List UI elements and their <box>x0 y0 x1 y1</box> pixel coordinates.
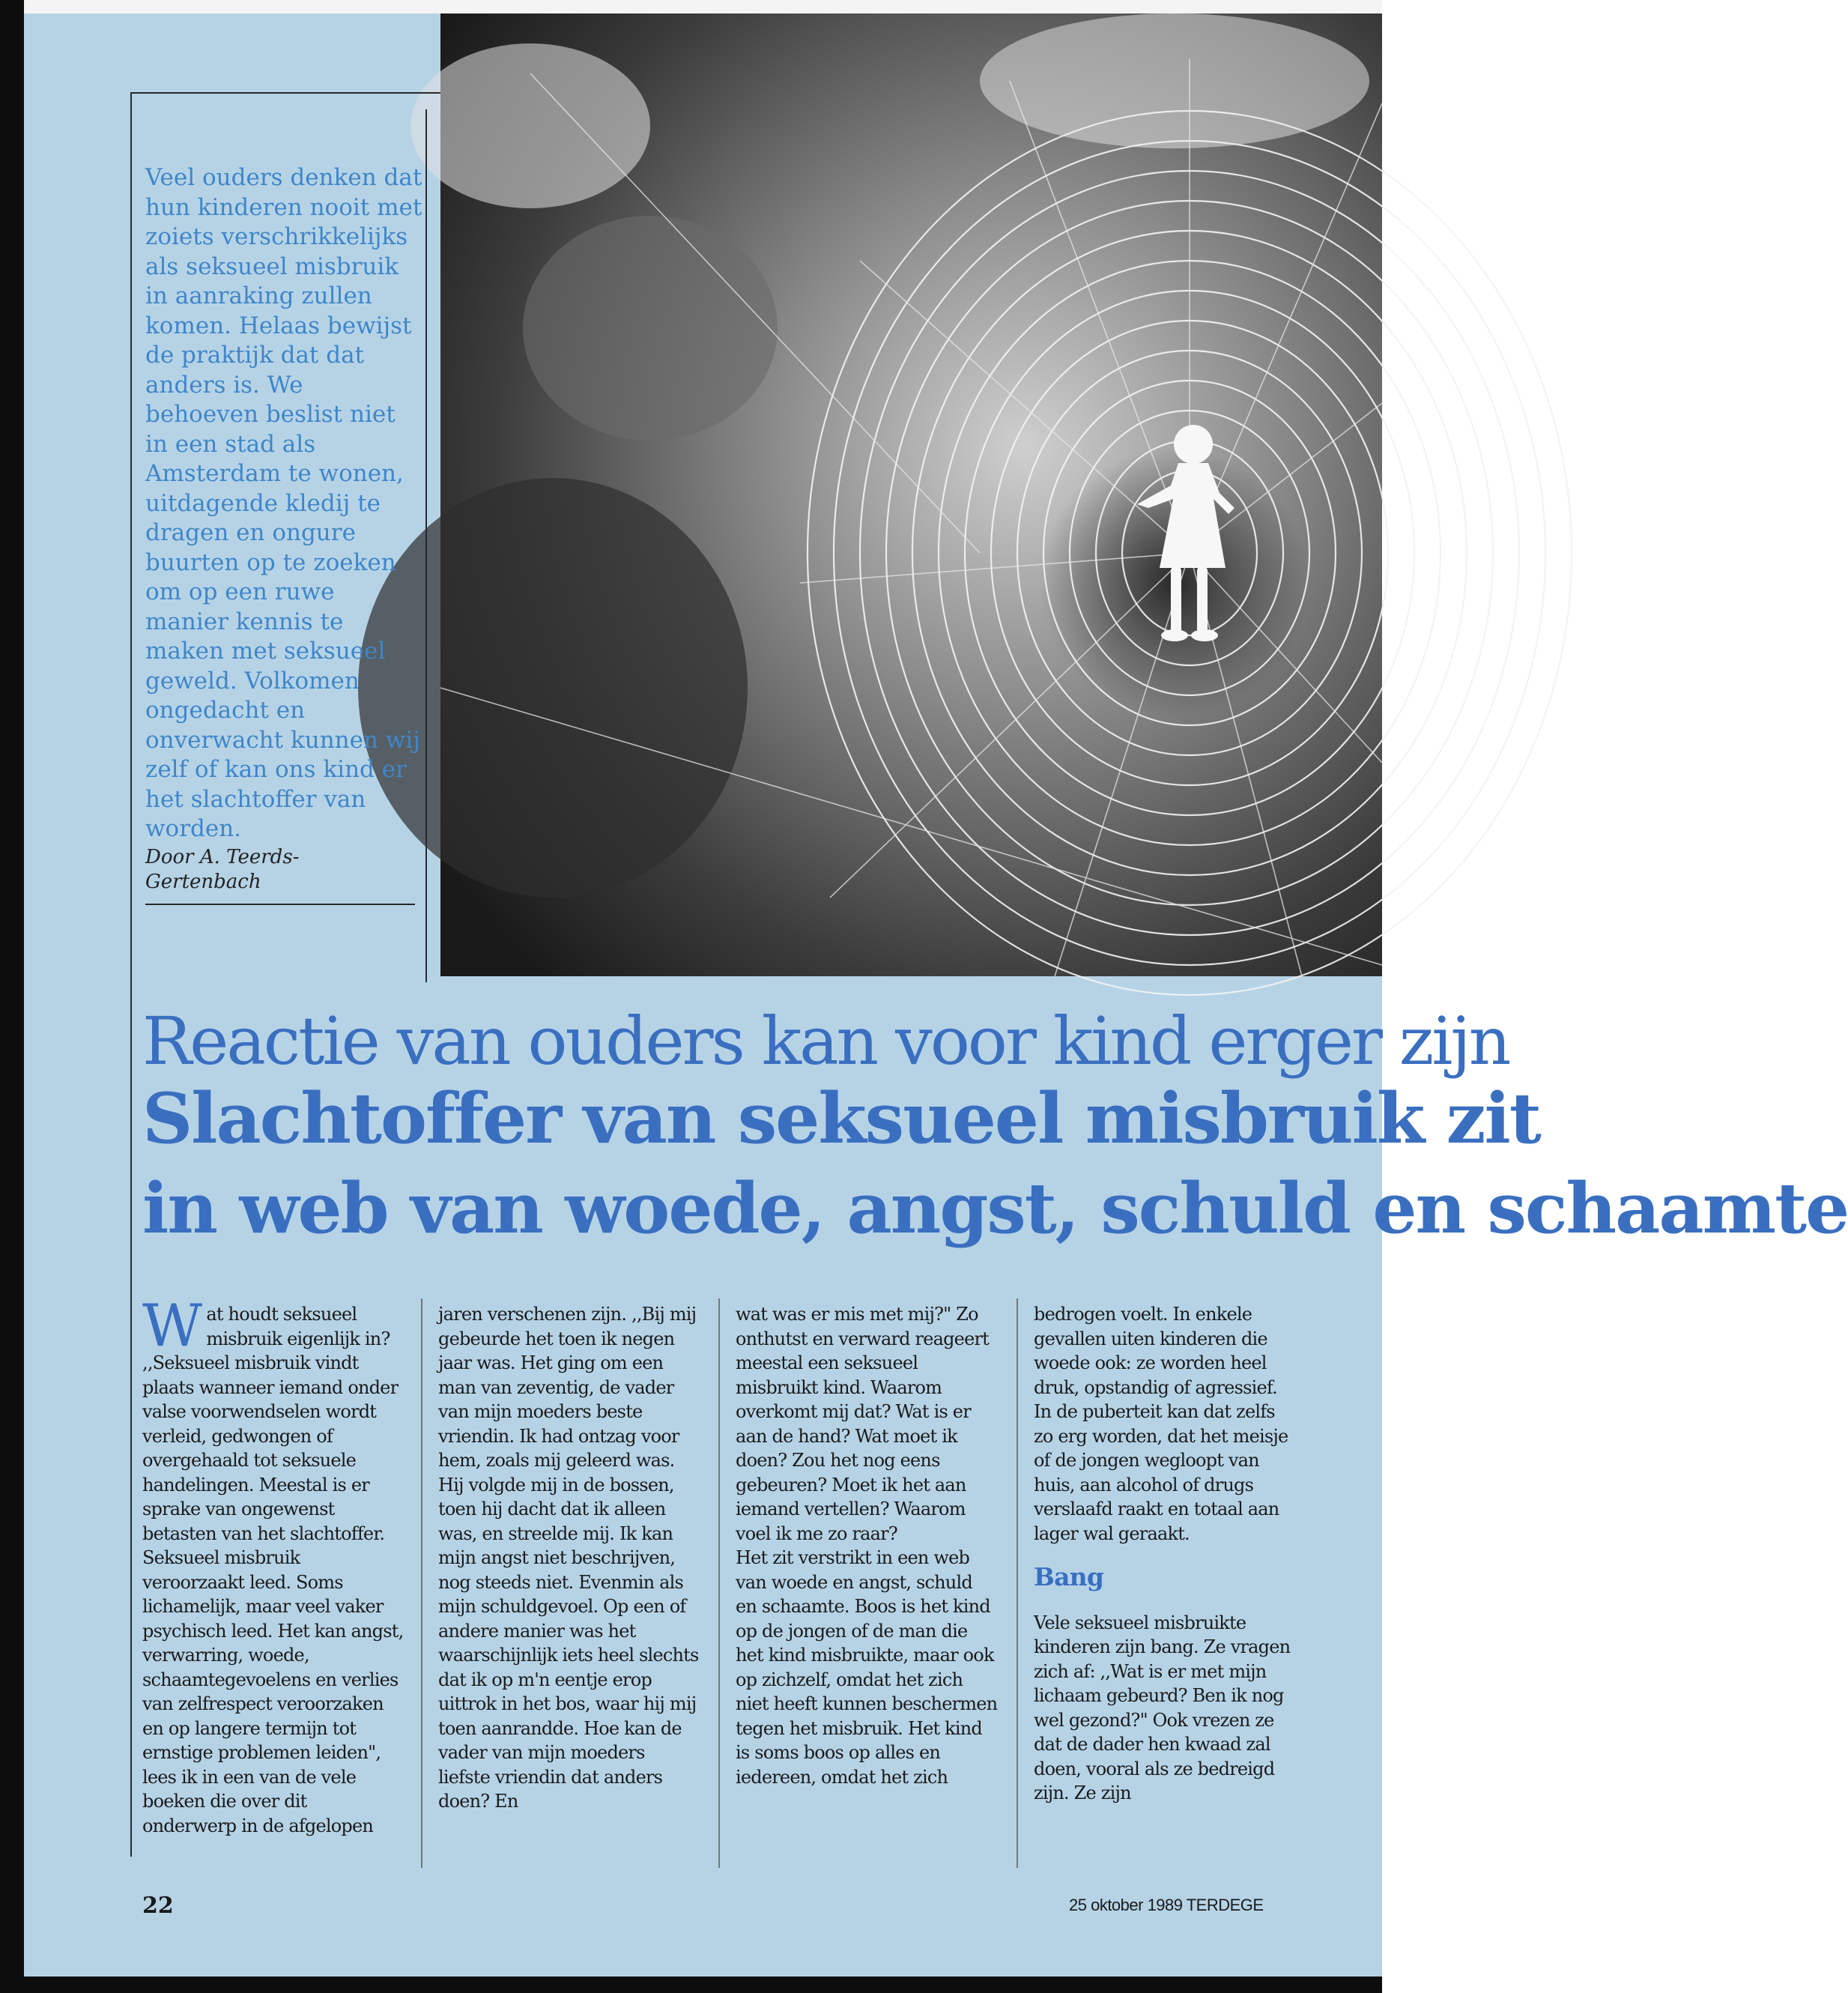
body-column-4 <box>1034 1302 1296 1806</box>
intro-right-rule <box>425 109 427 982</box>
body-column-2 <box>438 1302 700 1814</box>
column-2-text: jaren verschenen zijn. ,,Bij mij gebeurde het toen ik negen jaar was. Het ging om een man van zeventig, de vader van mijn moeders beste vriendin. Ik had ontzag voor hem, zoals mij geleerd was. Hij volgde mij in de bossen, toen hij dacht dat ik alleen was, en streelde mij. Ik kan mijn angst niet beschrijven, nog steeds niet. Evenmin als mijn schuldgevoel. Op een of andere manier was het waarschijnlijk iets heel slechts dat ik op m'n eentje erop uittrok in het bos, waar hij mij toen aanrandde. Hoe kan de vader van mijn moeders liefste vriendin dat anders doen? En <box>438 1304 699 1812</box>
column-rule-3 <box>1017 1298 1018 1868</box>
byline-rule <box>145 904 415 905</box>
column-1-text: at houdt seksueel misbruik eigenlijk in? ,,Seksueel misbruik vindt plaats wanneer iemand onder valse voorwendselen wordt verleid, gedwongen of overgehaald tot seksuele handelingen. Meestal is er sprake van ongewenst betasten van het slachtoffer. Seksueel misbruik veroorzaakt leed. Soms lichamelijk, maar veel vaker psychisch leed. Het kan angst, verwarring, woede, schaamtegevoelens en verlies van zelfrespect veroorzaken en op langere termijn tot ernstige problemen leiden", lees ik in een van de vele boeken die over dit onderwerp in de afgelopen <box>142 1304 404 1836</box>
page-number: 22 <box>142 1893 174 1919</box>
body-column-3 <box>736 1302 998 1789</box>
issue-date: 25 oktober 1989 TERDEGE <box>1069 1896 1264 1914</box>
column-3-text-a: wat was er mis met mij?" Zo onthutst en verward reageert meestal een seksueel misbruikt kind. Waarom overkomt mij dat? Wat is er aan de hand? Wat moet ik doen? Zou het nog eens gebeuren? Moet ik het aan iemand vertellen? Waarom voel ik me zo raar? <box>736 1304 990 1544</box>
scan-edge-bottom <box>0 1977 1382 1993</box>
spider-web-photo <box>440 13 1382 976</box>
column-4-text-b: Vele seksueel misbruikte kinderen zijn bang. Ze vragen zich af: ,,Wat is er met mijn lichaam gebeurd? Ben ik nog wel gezond?" Ook vrezen ze dat de dader hen kwaad zal doen, vooral als ze bedreigd zijn. Ze zijn <box>1034 1612 1291 1803</box>
column-4-text-a: bedrogen voelt. In enkele gevallen uiten kinderen die woede ook: ze worden heel druk, opstandig of agressief. In de puberteit kan dat zelfs zo erg worden, dat het meisje of de jongen wegloopt van huis, aan alcohol of drugs verslaafd raakt en totaal aan lager wal geraakt. <box>1034 1304 1288 1544</box>
scan-edge-top <box>0 0 1382 13</box>
body-column-1 <box>142 1292 405 1838</box>
column-rule-1 <box>421 1298 422 1868</box>
spider-web-child-silhouette-image <box>440 13 1382 976</box>
byline-line-2: Gertenbach <box>145 871 261 893</box>
subhead-bang: Bang <box>1034 1562 1104 1591</box>
byline-line-1: Door A. Teerds- <box>145 846 300 868</box>
byline <box>145 845 370 895</box>
intro-frame-left-rule <box>130 92 132 1857</box>
headline-kicker: Reactie van ouders kan voor kind erger zijn <box>142 1002 1509 1080</box>
scan-edge-left <box>0 0 24 1993</box>
drop-cap: W <box>142 1292 202 1360</box>
headline-line-2: Slachtoffer van seksueel misbruik zit <box>142 1077 1540 1159</box>
intro-paragraph: Veel ouders denken dat hun kinderen nooit met zoiets verschrikkelijks als seksueel misbruik in aanraking zullen komen. Helaas bewijst de praktijk dat dat anders is. We behoeven beslist niet in een stad als Amsterdam te wonen, uitdagende kledij te dragen en ongure buurten op te zoeken om op een ruwe manier kennis te maken met seksueel geweld. Volkomen ongedacht en onverwacht kunnen wij zelf of kan ons kind er het slachtoffer van worden. <box>145 164 422 842</box>
intro-frame-top-rule <box>130 92 440 94</box>
column-3-text-b: Het zit verstrikt in een web van woede en angst, schuld en schaamte. Boos is het kind op de jongen of de man die het kind misbruikte, maar ook op zichzelf, omdat het zich niet heeft kunnen beschermen tegen het misbruik. Het kind is soms boos op alles en iedereen, omdat het zich <box>736 1547 998 1788</box>
page-background <box>24 13 1848 1977</box>
headline-line-3: in web van woede, angst, schuld en schaamte <box>142 1167 1848 1249</box>
column-rule-2 <box>718 1298 720 1868</box>
